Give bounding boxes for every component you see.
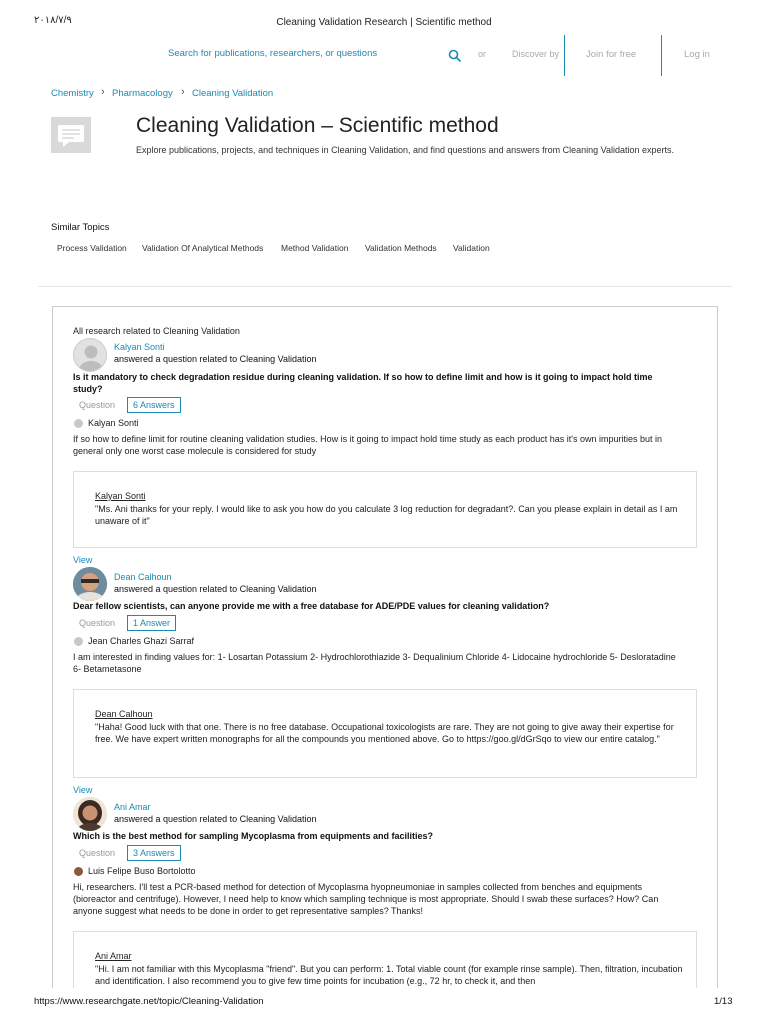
similar-topic-link[interactable]: Process Validation <box>57 243 127 253</box>
similar-topic-link[interactable]: Method Validation <box>281 243 349 253</box>
topic-icon <box>51 117 91 153</box>
quote-text: "Ms. Ani thanks for your reply. I would like to ask you how do you calculate 3 log reduction for degradant?. Can you please explain in detail as I am unaware of it" <box>95 504 678 526</box>
print-url: https://www.researchgate.net/topic/Cleaning-Validation <box>34 996 264 1007</box>
avatar[interactable] <box>73 797 107 831</box>
similar-topic-link[interactable]: Validation Methods <box>365 243 437 253</box>
asker-name[interactable]: Kalyan Sonti <box>88 418 139 428</box>
activity-text: answered a question related to Cleaning Validation <box>114 584 317 594</box>
or-separator: or <box>478 49 487 59</box>
answers-badge[interactable]: 3 Answers <box>127 845 181 861</box>
search-icon[interactable] <box>448 49 462 63</box>
nav-divider <box>661 35 662 76</box>
asker-avatar <box>74 637 83 646</box>
feed-heading: All research related to Cleaning Validation <box>73 326 240 336</box>
question-label: Question <box>79 618 116 628</box>
print-page-number: 1/13 <box>714 996 733 1007</box>
quote-author[interactable]: Dean Calhoun <box>95 709 153 719</box>
quote-author[interactable]: Kalyan Sonti <box>95 491 146 501</box>
section-divider <box>38 286 732 287</box>
question-body: If so how to define limit for routine cleaning validation studies. How is it going to impact hold time study as each product has it's own impurities but in general only one worst case molecule is considered for study <box>73 434 663 456</box>
question-title[interactable]: Dear fellow scientists, can anyone provide me with a free database for ADE/PDE values for cleaning validation? <box>73 601 550 611</box>
asker-name[interactable]: Jean Charles Ghazi Sarraf <box>88 636 195 646</box>
question-label: Question <box>79 848 116 858</box>
chevron-right-icon: › <box>101 86 105 98</box>
question-title[interactable]: Is it mandatory to check degradation residue during cleaning validation. If so how to define limit and how is it going to impact hold time study? <box>73 372 653 394</box>
chevron-right-icon: › <box>181 86 185 98</box>
question-label: Question <box>79 400 116 410</box>
question-title[interactable]: Which is the best method for sampling Mycoplasma from equipments and facilities? <box>73 831 434 841</box>
answerer-name[interactable]: Kalyan Sonti <box>114 342 165 352</box>
answerer-name[interactable]: Ani Amar <box>114 802 151 812</box>
discover-by-button[interactable]: Discover by <box>512 49 560 59</box>
asker-name[interactable]: Luis Felipe Buso Bortolotto <box>88 866 196 876</box>
breadcrumb-chemistry[interactable]: Chemistry <box>51 88 94 99</box>
login-button[interactable]: Log in <box>684 49 710 60</box>
answerer-name[interactable]: Dean Calhoun <box>114 572 172 582</box>
search-input[interactable]: Search for publications, researchers, or questions <box>168 48 378 59</box>
quote-text: "Hi. I am not familiar with this Mycoplasma "friend". But you can perform: 1. Total viable count (for example rinse sample). Then, filtration, incubation and identification. I also recommend you to give few time points for incubation (e.g., 72 hr, to check it, and then <box>95 964 683 986</box>
similar-topic-link[interactable]: Validation Of Analytical Methods <box>142 243 264 253</box>
answers-badge[interactable]: 1 Answer <box>127 615 176 631</box>
activity-text: answered a question related to Cleaning Validation <box>114 354 317 364</box>
similar-topics-heading: Similar Topics <box>51 222 110 233</box>
question-body: I am interested in finding values for: 1- Losartan Potassium 2- Hydrochlorothiazide 3- Dequalinium Chloride 4- Lidocaine hydrochloride 5- Desloratadine 6- Betametasone <box>73 652 676 674</box>
view-link[interactable]: View <box>73 555 93 565</box>
view-link[interactable]: View <box>73 785 93 795</box>
answers-badge[interactable]: 6 Answers <box>127 397 181 413</box>
question-body: Hi, researchers. I'll test a PCR-based method for detection of Mycoplasma hyopneumoniae in samples collected from benches and equipments (bioreactor and centrifuge). However, I need help to know which sampling technique is most appropriate. Should I swab these surfaces? How? Can anyone suggest what needs to be done in order to get representative samples? Thanks! <box>73 882 659 916</box>
avatar[interactable] <box>73 567 107 601</box>
print-title: Cleaning Validation Research | Scientific method <box>276 17 492 28</box>
quote-author[interactable]: Ani Amar <box>95 951 132 961</box>
asker-avatar <box>74 419 83 428</box>
breadcrumb-pharmacology[interactable]: Pharmacology <box>112 88 173 99</box>
quote-text: "Haha! Good luck with that one. There is no free database. Occupational toxicologists are rare. They are not going to give away their expertise for free. We have expert written monographs for all the compounds you mentioned above. Go to https://goo.gl/dGrSqo to view our entire catalog." <box>95 722 674 744</box>
page-description: Explore publications, projects, and techniques in Cleaning Validation, and find questions and answers from Cleaning Validation experts. <box>136 145 674 155</box>
avatar[interactable] <box>73 338 107 372</box>
similar-topic-link[interactable]: Validation <box>453 243 490 253</box>
join-button[interactable]: Join for free <box>586 49 637 60</box>
breadcrumb-cleaning-validation[interactable]: Cleaning Validation <box>192 88 274 99</box>
nav-divider <box>564 35 565 76</box>
page-title: Cleaning Validation – Scientific method <box>136 114 499 137</box>
print-date: ٢٠١٨/٧/٩ <box>34 15 72 26</box>
asker-avatar <box>74 867 83 876</box>
activity-text: answered a question related to Cleaning Validation <box>114 814 317 824</box>
